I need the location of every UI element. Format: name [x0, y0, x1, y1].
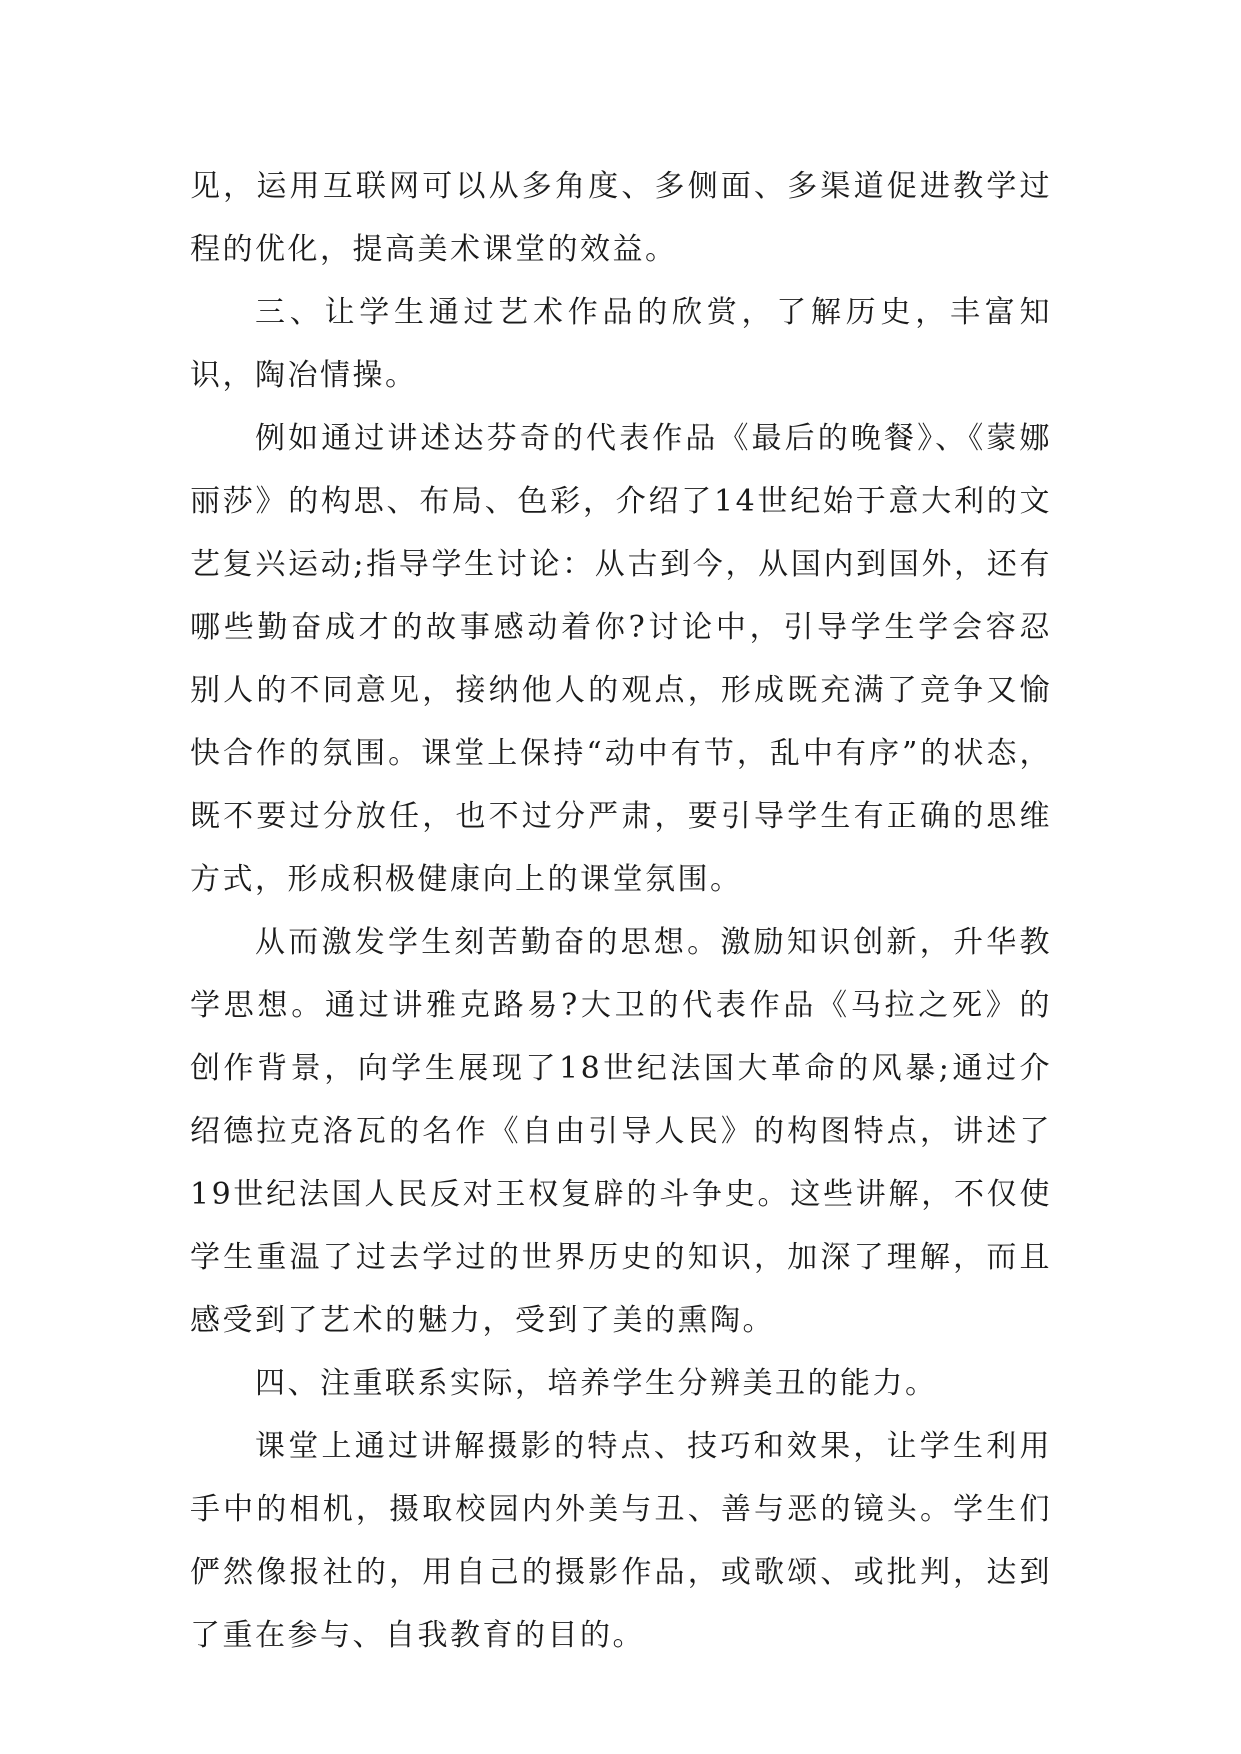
- paragraph-continuation: 见，运用互联网可以从多角度、多侧面、多渠道促进教学过程的优化，提高美术课堂的效益。: [190, 169, 1052, 267]
- section-heading-three: 三、让学生通过艺术作品的欣赏，了解历史，丰富知识，陶冶情操。: [190, 295, 1052, 393]
- section-heading-four: 四、注重联系实际，培养学生分辨美丑的能力。: [255, 1366, 938, 1401]
- paragraph-photography: 课堂上通过讲解摄影的特点、技巧和效果，让学生利用手中的相机，摄取校园内外美与丑、善与恶的镜头。学生们俨然像报社的，用自己的摄影作品，或歌颂、或批判，达到了重在参与、自我教育的目的。: [190, 1429, 1052, 1653]
- paragraph-da-vinci: 例如通过讲述达芬奇的代表作品《最后的晚餐》、《蒙娜丽莎》的构思、布局、色彩，介绍了14世纪始于意大利的文艺复兴运动;指导学生讨论：从古到今，从国内到国外，还有哪些勤奋成才的故事感动着你?讨论中，引导学生学会容忍别人的不同意见，接纳他人的观点，形成既充满了竞争又愉快合作的氛围。课堂上保持“动中有节，乱中有序”的状态，既不要过分放任，也不过分严肃，要引导学生有正确的思维方式，形成积极健康向上的课堂氛围。: [190, 421, 1052, 897]
- paragraph-david-delacroix: 从而激发学生刻苦勤奋的思想。激励知识创新，升华教学思想。通过讲雅克路易?大卫的代表作品《马拉之死》的创作背景，向学生展现了18世纪法国大革命的风暴;通过介绍德拉克洛瓦的名作《自由引导人民》的构图特点，讲述了19世纪法国人民反对王权复辟的斗争史。这些讲解，不仅使学生重温了过去学过的世界历史的知识，加深了理解，而且感受到了艺术的魅力，受到了美的熏陶。: [190, 925, 1052, 1338]
- document-body: [190, 155, 1052, 1667]
